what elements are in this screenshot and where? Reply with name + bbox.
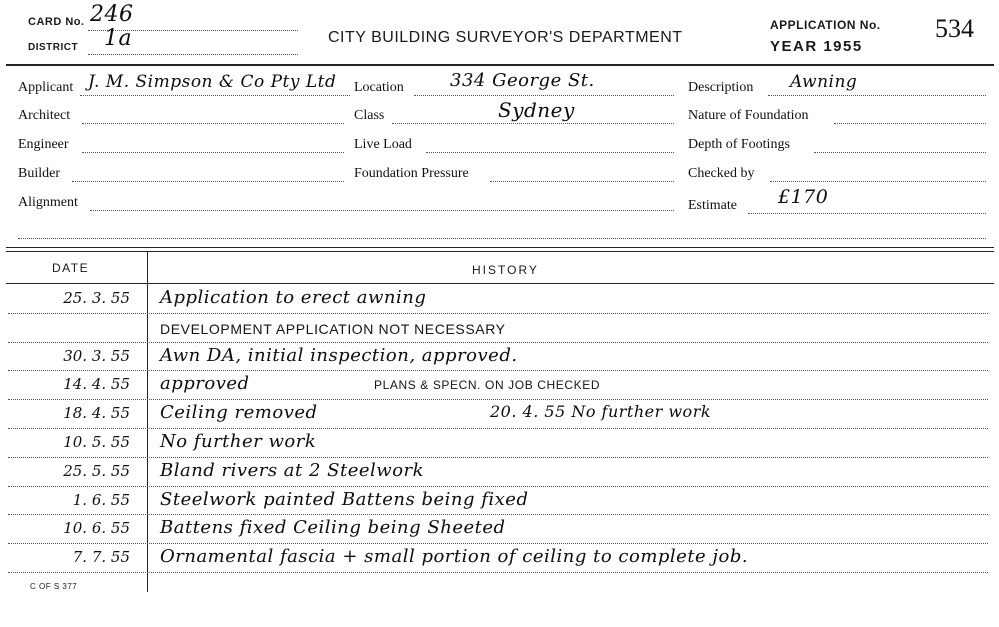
depth-of-footings-label: Depth of Footings [688,137,790,152]
location-value: 334 George St. [450,70,595,91]
estimate-line [748,213,986,214]
history-date: 18. 4. 55 [63,404,130,423]
history-column-header: HISTORY [472,263,539,277]
history-date: 25. 3. 55 [63,289,130,307]
card-no-label: CARD No. [28,16,85,28]
checked-by-label: Checked by [688,166,755,181]
engineer-label: Engineer [18,137,69,152]
history-row [0,487,999,516]
description-line [768,95,986,96]
history-row [0,314,999,343]
history-entry: Bland rivers at 2 Steelwork [160,459,425,481]
foundation-pressure-line [490,181,674,182]
nature-line [834,123,986,124]
estimate-label: Estimate [688,198,737,213]
history-date: 10. 5. 55 [63,433,130,451]
history-date: 10. 6. 55 [63,519,130,538]
district-value: 1a [104,26,133,51]
history-date: 25. 5. 55 [63,461,130,480]
builder-line [72,181,344,182]
district-label: DISTRICT [28,42,79,53]
history-entry: Steelwork painted Battens being fixed [160,488,529,510]
history-row [0,400,999,429]
history-row [0,343,999,372]
architect-label: Architect [18,108,71,123]
application-no-label: APPLICATION No. [770,18,881,32]
history-date: 30. 3. 55 [63,346,130,365]
history-row [0,371,999,400]
year-label: YEAR 1955 [770,38,863,55]
architect-line [82,123,344,124]
history-row-line [8,572,988,573]
history-date: 14. 4. 55 [63,375,130,394]
form-code: C OF S 377 [30,582,78,591]
engineer-line [82,152,344,153]
applicant-value: J. M. Simpson & Co Pty Ltd [88,72,337,92]
description-label: Description [688,80,754,95]
history-extra-entry: 20. 4. 55 No further work [490,402,712,422]
location-line [414,95,674,96]
history-date: 1. 6. 55 [72,490,130,509]
live-load-label: Live Load [354,137,412,152]
class-label: Class [354,108,385,123]
history-entry: Application to erect awning [160,287,427,308]
history-entry: Ceiling removed [160,402,318,424]
alignment-label: Alignment [18,195,78,210]
application-no-value: 534 [935,14,974,43]
history-row [0,458,999,487]
applicant-line [80,95,350,96]
foundation-pressure-label: Foundation Pressure [354,166,469,181]
description-value: Awning [790,72,858,92]
live-load-line [426,152,674,153]
history-rule-top-2 [6,251,994,252]
history-header-rule [6,283,994,284]
history-stamp: DEVELOPMENT APPLICATION NOT NECESSARY [160,320,506,337]
history-row [0,515,999,544]
history-entry: Awn DA, initial inspection, approved. [160,344,518,366]
history-rule-top-1 [6,247,994,248]
depth-line [814,152,986,153]
nature-of-foundation-label: Nature of Foundation [688,108,809,123]
date-column-header: DATE [52,261,90,275]
history-entry: Battens fixed Ceiling being Sheeted [160,517,506,539]
estimate-value: £170 [778,186,829,208]
checked-line [770,181,986,182]
history-date: 7. 7. 55 [72,548,130,567]
history-entry: Ornamental fascia + small portion of ceiling to complete job. [160,546,749,568]
applicant-label: Applicant [18,80,74,95]
history-row [0,285,999,314]
history-stamp: PLANS & SPECN. ON JOB CHECKED [374,378,601,393]
history-row [0,544,999,573]
card-no-value: 246 [90,2,134,27]
header-rule-top [6,64,994,66]
location-value-2: Sydney [498,98,575,122]
alignment-line [90,210,674,211]
department-title: CITY BUILDING SURVEYOR'S DEPARTMENT [328,29,683,46]
history-entry: approved [160,373,250,395]
history-entry: No further work [160,431,317,452]
builder-label: Builder [18,166,60,181]
class-line [392,123,674,124]
location-label: Location [354,80,404,95]
district-line [88,54,298,55]
history-row [0,429,999,458]
fields-bottom-dots [18,238,986,239]
